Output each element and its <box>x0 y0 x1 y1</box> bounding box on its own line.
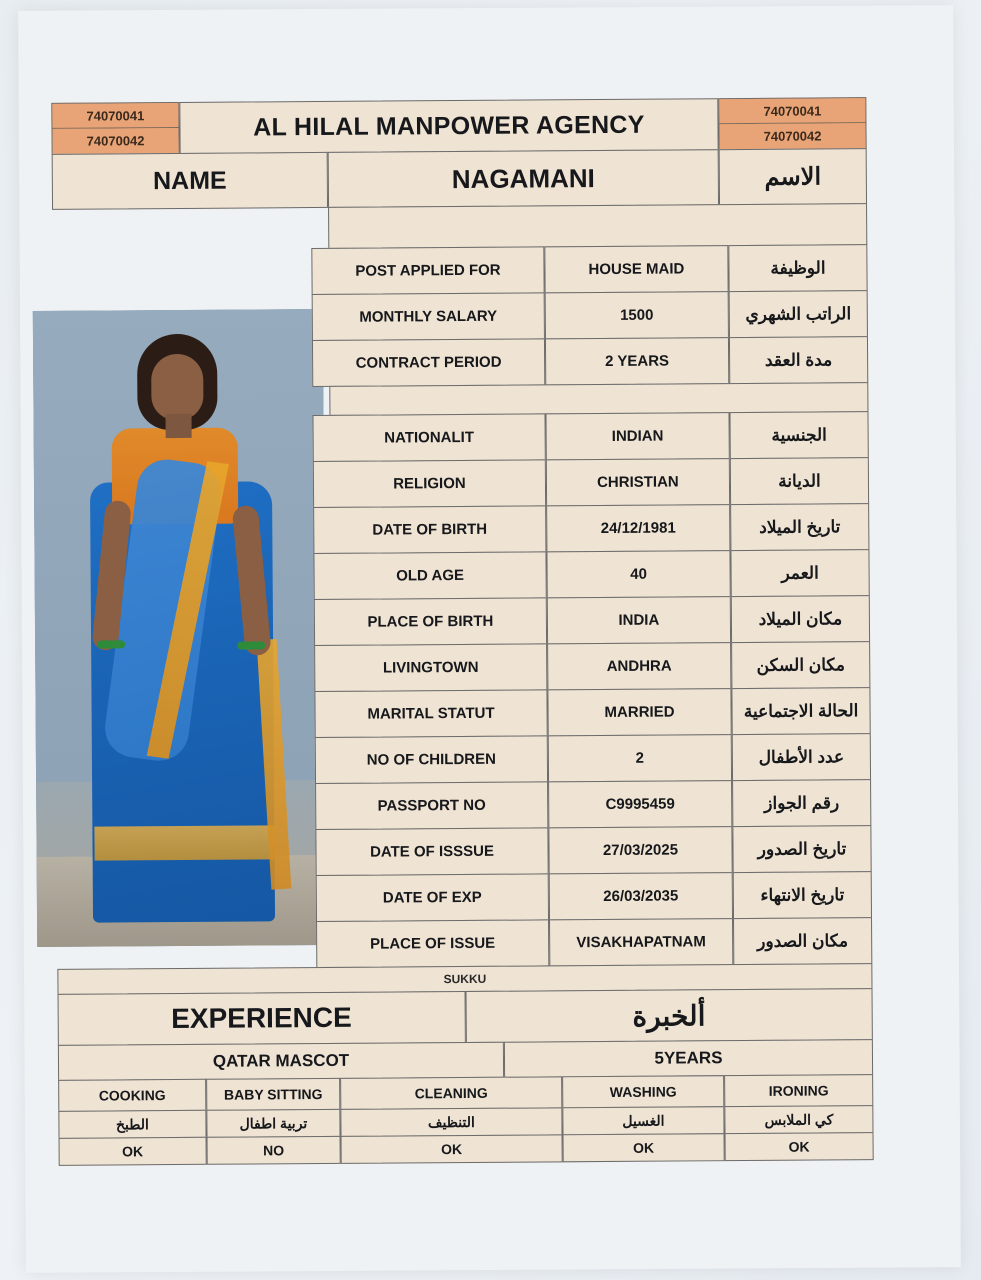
date-of-expiry-value: 26/03/2035 <box>549 872 733 920</box>
photo-gutter <box>57 921 316 970</box>
date-of-expiry-arabic: تاريخ الانتهاء <box>733 871 872 919</box>
experience-title-arabic: ألخبرة <box>465 988 873 1043</box>
contract-period-label: CONTRACT PERIOD <box>312 338 545 387</box>
name-label-arabic: الاسم <box>719 148 867 205</box>
photo-gutter <box>56 783 315 832</box>
photo-gutter <box>53 340 312 389</box>
post-applied-arabic: الوظيفة <box>728 244 867 292</box>
photo-gutter <box>55 645 314 694</box>
table-row <box>56 825 871 878</box>
name-row <box>52 148 867 210</box>
passport-no-label: PASSPORT NO <box>315 781 548 830</box>
table-row <box>55 595 870 648</box>
experience-header-row <box>58 988 873 1046</box>
religion-arabic: الديانة <box>730 457 869 505</box>
place-of-birth-label: PLACE OF BIRTH <box>314 597 547 646</box>
photo-gutter <box>56 737 315 786</box>
skill-cleaning-label: CLEANING <box>340 1076 562 1110</box>
children-arabic: عدد الأطفال <box>732 733 871 781</box>
date-of-issue-value: 27/03/2025 <box>548 826 732 874</box>
skill-cooking-label: COOKING <box>58 1079 206 1112</box>
skill-babysitting-arabic: تربية اطفال <box>206 1109 340 1138</box>
photo-gutter <box>52 248 311 297</box>
date-of-issue-label: DATE OF ISSSUE <box>315 827 548 876</box>
document-header <box>51 97 866 155</box>
nationality-value: INDIAN <box>545 412 729 460</box>
phone-number-4: 74070042 <box>719 123 865 149</box>
place-of-issue-arabic: مكان الصدور <box>733 917 872 965</box>
table-row <box>54 503 869 556</box>
date-of-birth-value: 24/12/1981 <box>546 504 730 552</box>
photo-gutter <box>57 875 316 924</box>
monthly-salary-label: MONTHLY SALARY <box>312 292 545 341</box>
photo-gutter <box>55 691 314 740</box>
skill-babysitting-value: NO <box>207 1136 341 1165</box>
phone-number-3: 74070041 <box>719 98 865 124</box>
photo-gutter <box>55 599 314 648</box>
table-row <box>55 687 870 740</box>
passport-no-value: C9995459 <box>548 780 732 828</box>
nationality-arabic: الجنسية <box>729 411 868 459</box>
photo-gutter <box>54 507 313 556</box>
skill-cooking-arabic: الطبخ <box>58 1110 206 1139</box>
skill-cooking-value: OK <box>59 1137 207 1166</box>
post-applied-value: HOUSE MAID <box>544 245 728 293</box>
personal-info-table <box>53 411 872 970</box>
post-applied-label: POST APPLIED FOR <box>311 246 544 295</box>
living-town-arabic: مكان السكن <box>731 641 870 689</box>
table-row <box>53 290 868 343</box>
table-row <box>57 871 872 924</box>
photo-gutter <box>53 294 312 343</box>
place-of-issue-label: PLACE OF ISSUE <box>316 919 549 968</box>
experience-title: EXPERIENCE <box>58 991 466 1046</box>
skills-value-row <box>59 1132 874 1166</box>
skill-washing-arabic: الغسيل <box>562 1106 724 1135</box>
age-value: 40 <box>546 550 730 598</box>
contract-period-value: 2 YEARS <box>545 337 729 385</box>
religion-label: RELIGION <box>313 459 546 508</box>
monthly-salary-value: 1500 <box>545 291 729 339</box>
marital-status-arabic: الحالة الاجتماعية <box>731 687 870 735</box>
cv-document <box>51 97 873 1166</box>
table-row <box>53 336 868 389</box>
monthly-salary-arabic: الراتب الشهري <box>729 290 868 338</box>
agency-title: AL HILAL MANPOWER AGENCY <box>179 98 718 154</box>
religion-value: CHRISTIAN <box>546 458 730 506</box>
skill-washing-value: OK <box>563 1133 725 1162</box>
skill-ironing-arabic: كي الملابس <box>724 1105 873 1134</box>
age-label: OLD AGE <box>313 551 546 600</box>
nationality-label: NATIONALIT <box>313 413 546 462</box>
table-row <box>54 457 869 510</box>
table-row <box>53 411 868 464</box>
date-of-expiry-label: DATE OF EXP <box>316 873 549 922</box>
phone-number-2: 74070042 <box>52 128 178 154</box>
place-of-birth-arabic: مكان الميلاد <box>731 595 870 643</box>
passport-no-arabic: رقم الجواز <box>732 779 871 827</box>
date-of-birth-label: DATE OF BIRTH <box>313 505 546 554</box>
table-row <box>57 917 872 970</box>
name-value: NAGAMANI <box>328 149 719 208</box>
header-band <box>52 203 867 251</box>
skill-ironing-value: OK <box>725 1132 874 1161</box>
job-info-table <box>52 244 868 389</box>
place-of-issue-value: VISAKHAPATNAM <box>549 918 733 966</box>
table-row <box>56 779 871 832</box>
photo-gutter <box>53 386 329 418</box>
age-arabic: العمر <box>730 549 869 597</box>
phone-number-1: 74070041 <box>52 103 178 129</box>
skill-cleaning-arabic: التنظيف <box>340 1107 562 1137</box>
skill-washing-label: WASHING <box>562 1075 724 1108</box>
children-label: NO OF CHILDREN <box>315 735 548 784</box>
skill-ironing-label: IRONING <box>724 1074 873 1107</box>
band-fill <box>328 203 867 249</box>
living-town-label: LIVINGTOWN <box>314 643 547 692</box>
header-phones-left <box>51 102 179 155</box>
children-value: 2 <box>548 734 732 782</box>
date-of-birth-arabic: تاريخ الميلاد <box>730 503 869 551</box>
contract-period-arabic: مدة العقد <box>729 336 868 384</box>
skill-babysitting-label: BABY SITTING <box>206 1078 340 1111</box>
table-row <box>52 244 867 297</box>
photo-gutter <box>53 415 312 464</box>
marital-status-label: MARITAL STATUT <box>314 689 547 738</box>
name-label: NAME <box>52 152 328 210</box>
marital-status-value: MARRIED <box>547 688 731 736</box>
date-of-issue-arabic: تاريخ الصدور <box>732 825 871 873</box>
photo-gutter <box>56 829 315 878</box>
experience-years-value: 5YEARS <box>504 1039 873 1078</box>
table-row <box>54 549 869 602</box>
living-town-value: ANDHRA <box>547 642 731 690</box>
table-row <box>55 641 870 694</box>
footer-note: SUKKU <box>57 963 872 995</box>
photo-gutter <box>54 461 313 510</box>
place-of-birth-value: INDIA <box>547 596 731 644</box>
employer-value: QATAR MASCOT <box>58 1042 504 1081</box>
skill-cleaning-value: OK <box>341 1134 563 1164</box>
header-phones-right <box>718 97 866 150</box>
photo-gutter <box>52 207 328 251</box>
photo-gutter <box>54 553 313 602</box>
table-row <box>56 733 871 786</box>
